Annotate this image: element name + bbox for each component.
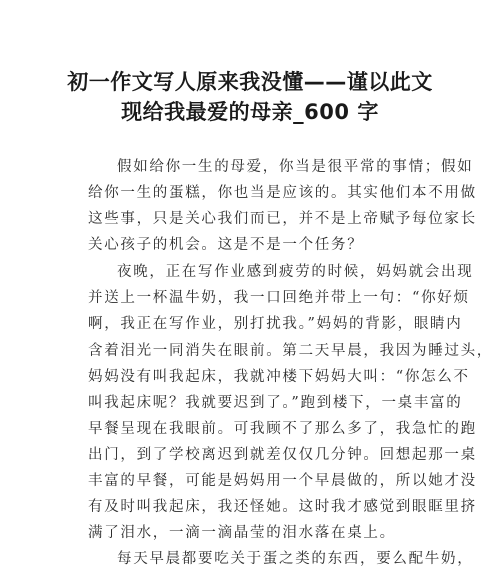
body-line: 关心孩子的机会。这是不是一个任务？ bbox=[88, 237, 364, 253]
body-line: 并送上一杯温牛奶，我一口回绝并带上一句：“你好烦 bbox=[88, 290, 470, 306]
body-line: 啊，我正在写作业，别打扰我。”妈妈的背影，眼睛内 bbox=[88, 316, 463, 332]
article-title-line-1: 初一作文写人原来我没懂——谨以此文 bbox=[67, 70, 433, 94]
body-line: 丰富的早餐，可能是妈妈用一个早晨做的，所以她才没 bbox=[88, 473, 477, 489]
body-line: 早餐呈现在我眼前。可我顾不了那么多了，我急忙的跑 bbox=[88, 421, 477, 437]
body-line: 这些事，只是关心我们而已，并不是上帝赋予每位家长 bbox=[88, 211, 477, 227]
body-line: 给你一生的蛋糕，你也当是应该的。其实他们本不用做 bbox=[88, 185, 477, 201]
body-line: 叫我起床呢？我就要迟到了。”跑到楼下，一桌丰富的 bbox=[88, 395, 463, 411]
article-title-line-2: 现给我最爱的母亲_600 字 bbox=[121, 100, 379, 124]
body-line: 妈妈没有叫我起床，我就冲楼下妈妈大叫：“你怎么不 bbox=[88, 369, 470, 385]
body-line: 有及时叫我起床，我还怪她。这时我才感觉到眼眶里挤 bbox=[88, 499, 477, 515]
body-line: 每天早晨都要吃关于蛋之类的东西，要么配牛奶， bbox=[117, 551, 474, 567]
body-line: 出门，到了学校离迟到就差仅仅几分钟。回想起那一桌 bbox=[88, 447, 477, 463]
body-line: 夜晚，正在写作业感到疲劳的时候，妈妈就会出现 bbox=[117, 264, 474, 280]
body-line: 假如给你一生的母爱，你当是很平常的事情；假如 bbox=[117, 159, 474, 175]
body-line: 满了泪水，一滴一滴晶莹的泪水落在桌上。 bbox=[88, 525, 396, 541]
body-line: 含着泪光一同消失在眼前。第二天早晨，我因为睡过头， bbox=[88, 343, 493, 359]
